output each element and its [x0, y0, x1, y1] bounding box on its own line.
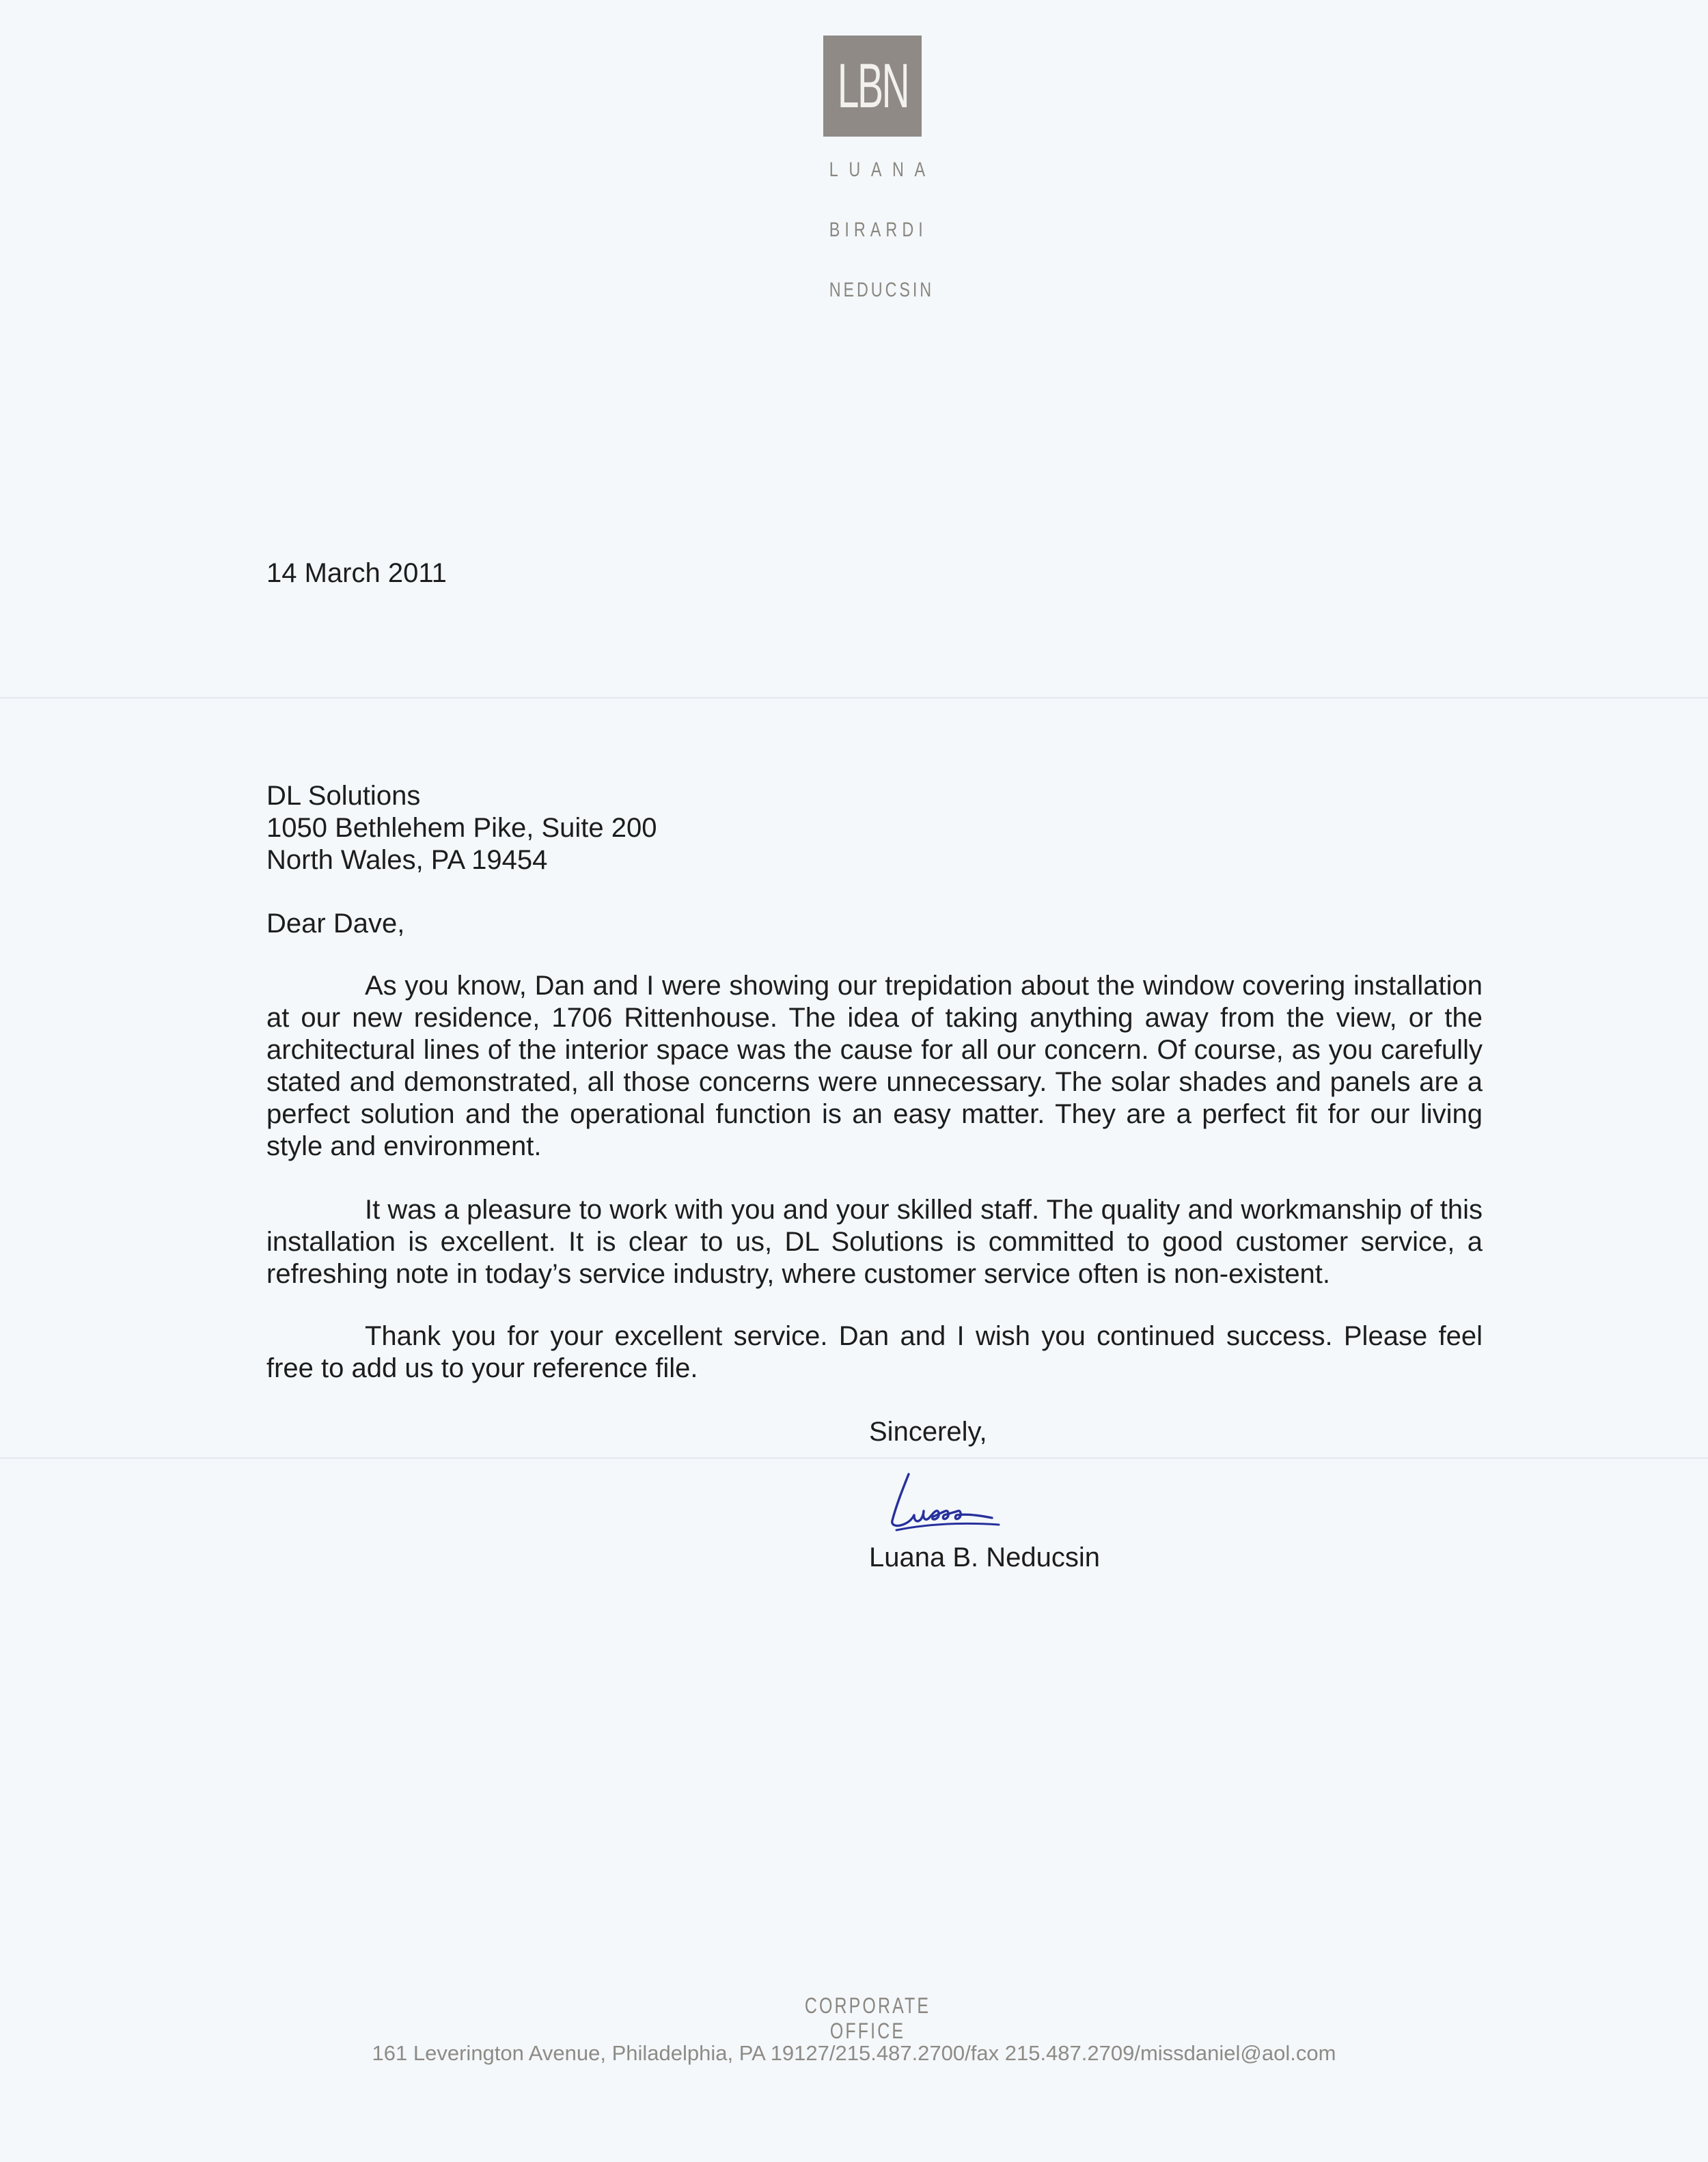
- body-paragraph: [266, 1320, 1483, 1385]
- paper-fold-line: [0, 697, 1708, 699]
- footer-title: CORPORATE OFFICE: [804, 1993, 931, 2043]
- letter-date: 14 March 2011: [266, 558, 447, 588]
- recipient-line: 1050 Bethlehem Pike, Suite 200: [266, 813, 657, 843]
- letterhead-name-line: BIRARDI: [829, 219, 928, 241]
- logo-text: LBN: [837, 51, 908, 121]
- letterhead-name-line: LUANA: [829, 158, 936, 181]
- recipient-line: North Wales, PA 19454: [266, 845, 548, 875]
- letterhead-name-line: NEDUCSIN: [829, 279, 935, 301]
- footer-address: 161 Leverington Avenue, Philadelphia, PA 19127/215.487.2700/fax 215.487.2709/missdaniel@aol.com: [372, 2041, 1336, 2065]
- paper-fold-line: [0, 1457, 1708, 1459]
- body-paragraph: [266, 1194, 1483, 1290]
- letterhead-logo: [823, 36, 922, 137]
- recipient-line: DL Solutions: [266, 781, 421, 811]
- handwritten-signature: [883, 1467, 1019, 1542]
- paragraph-text: As you know, Dan and I were showing our trepidation about the window covering installation at our new residence, 1706 Rittenhouse. The idea of taking anything away from the view, or the architectural lines of the interior space was the cause for all our concern. Of course, as you carefully stated and demonstrated, all those concerns were unnecessary. The solar shades and panels are a perfect solution and the operational function is an easy matter. They are a perfect fit for our living style and environment.: [266, 971, 1483, 1161]
- body-paragraph: [266, 970, 1483, 1163]
- paragraph-text: Thank you for your excellent service. Dan and I wish you continued success. Please feel free to add us to your reference file.: [266, 1321, 1483, 1383]
- signer-name: Luana B. Neducsin: [869, 1542, 1101, 1572]
- closing: Sincerely,: [869, 1417, 987, 1447]
- recipient-address: [266, 780, 657, 876]
- salutation: Dear Dave,: [266, 909, 405, 939]
- paragraph-text: It was a pleasure to work with you and your skilled staff. The quality and workmanship of this installation is excellent. It is clear to us, DL Solutions is committed to good customer service, a refreshing note in today’s service industry, where customer service often is non-existent.: [266, 1195, 1483, 1289]
